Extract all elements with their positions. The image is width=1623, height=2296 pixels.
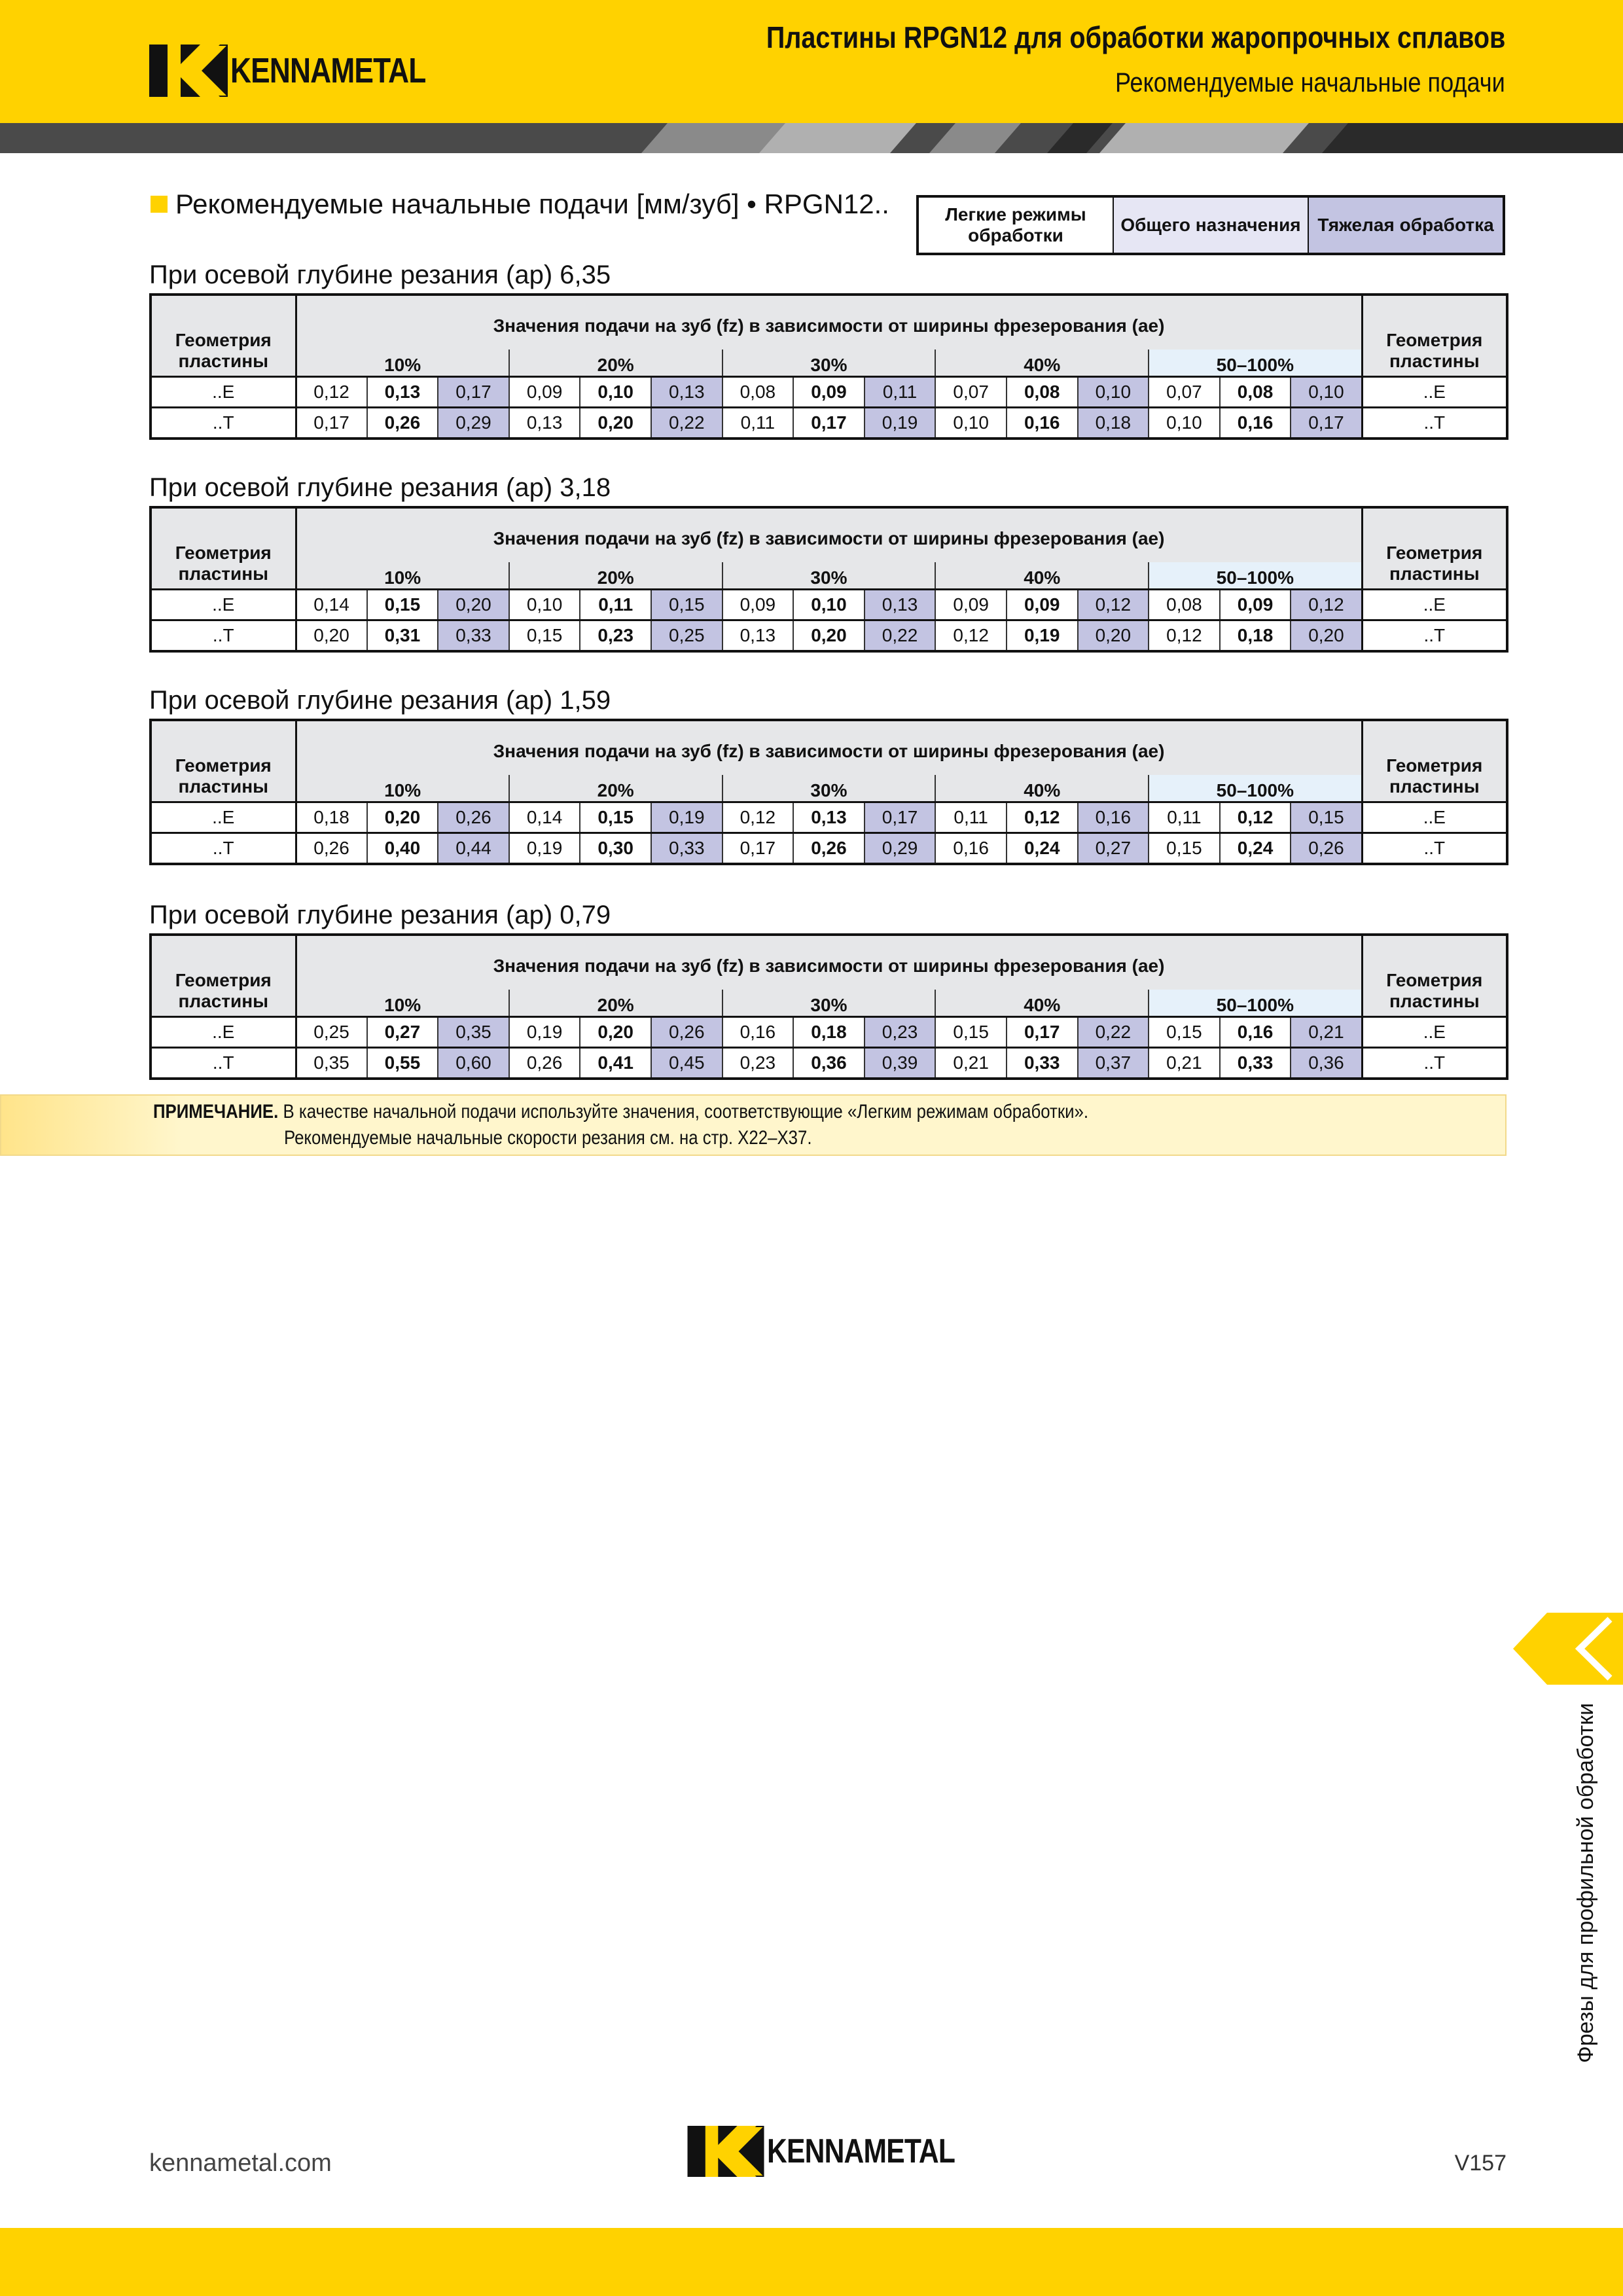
feed-general-cell: 0,30 [580, 833, 651, 865]
feed-general-cell: 0,08 [1007, 377, 1078, 408]
table-row [151, 1048, 1507, 1079]
geometry-cell: ..T [151, 1048, 296, 1079]
feed-general-cell: 0,09 [793, 377, 865, 408]
feed-general-cell: 0,17 [793, 408, 865, 439]
geometry-cell: ..T [151, 620, 296, 652]
feed-heavy-cell: 0,36 [1291, 1048, 1362, 1079]
geometry-cell: ..T [1362, 408, 1507, 439]
feed-light-cell: 0,17 [296, 408, 367, 439]
geometry-header-right: Геометрия пластины [1362, 720, 1507, 802]
feed-heavy-cell: 0,13 [651, 377, 722, 408]
feed-heavy-cell: 0,39 [865, 1048, 936, 1079]
geometry-cell: ..E [151, 802, 296, 833]
feed-light-cell: 0,23 [722, 1048, 794, 1079]
feed-general-cell: 0,40 [367, 833, 438, 865]
feed-light-cell: 0,15 [1149, 833, 1220, 865]
feed-light-cell: 0,12 [722, 802, 794, 833]
feed-heavy-cell: 0,15 [651, 590, 722, 620]
page-title: Пластины RPGN12 для обработки жаропрочных сплавов [766, 20, 1505, 54]
table-row [151, 408, 1507, 439]
feed-heavy-cell: 0,19 [651, 802, 722, 833]
geometry-header-right: Геометрия пластины [1362, 507, 1507, 590]
footer-logo [687, 2126, 996, 2177]
width-header: 40% [935, 562, 1149, 590]
feed-general-cell: 0,09 [1220, 590, 1291, 620]
width-header: 40% [935, 775, 1149, 802]
feed-general-cell: 0,10 [580, 377, 651, 408]
feed-heavy-cell: 0,44 [438, 833, 509, 865]
note-line-2: Рекомендуемые начальные скорости резания см. на стр. X22–X37. [284, 1127, 812, 1149]
feed-general-cell: 0,09 [1007, 590, 1078, 620]
geometry-header-right: Геометрия пластины [1362, 935, 1507, 1017]
feed-heavy-cell: 0,25 [651, 620, 722, 652]
table-title: При осевой глубине резания (ap) 0,79 [149, 901, 611, 929]
square-bullet-icon [151, 196, 168, 213]
feed-heavy-cell: 0,18 [1078, 408, 1149, 439]
geometry-header-right: Геометрия пластины [1362, 295, 1507, 377]
feed-general-cell: 0,10 [793, 590, 865, 620]
feed-table [149, 719, 1508, 865]
geometry-header-left: Геометрия пластины [151, 935, 296, 1017]
feed-table-block [149, 897, 1507, 1080]
feed-heavy-cell: 0,33 [651, 833, 722, 865]
feed-general-cell: 0,27 [367, 1017, 438, 1048]
header-brand: KENNAMETAL [230, 51, 426, 90]
table-row [151, 620, 1507, 652]
note-label: ПРИМЕЧАНИЕ. [153, 1101, 279, 1122]
feed-heavy-cell: 0,20 [1291, 620, 1362, 652]
feed-heavy-cell: 0,22 [865, 620, 936, 652]
feed-light-cell: 0,15 [509, 620, 580, 652]
feed-caption: Значения подачи на зуб (fz) в зависимости от ширины фрезерования (ae) [296, 720, 1362, 775]
width-header: 10% [296, 775, 509, 802]
table-row [151, 802, 1507, 833]
legend-general: Общего назначения [1113, 198, 1308, 253]
feed-heavy-cell: 0,22 [651, 408, 722, 439]
geometry-cell: ..E [151, 377, 296, 408]
feed-heavy-cell: 0,16 [1078, 802, 1149, 833]
feed-general-cell: 0,24 [1220, 833, 1291, 865]
feed-heavy-cell: 0,20 [1078, 620, 1149, 652]
geometry-cell: ..T [1362, 833, 1507, 865]
feed-general-cell: 0,33 [1007, 1048, 1078, 1079]
geometry-cell: ..T [151, 408, 296, 439]
table-row [151, 590, 1507, 620]
feed-heavy-cell: 0,10 [1078, 377, 1149, 408]
feed-general-cell: 0,20 [580, 408, 651, 439]
feed-general-cell: 0,33 [1220, 1048, 1291, 1079]
geometry-cell: ..E [1362, 802, 1507, 833]
feed-light-cell: 0,11 [1149, 802, 1220, 833]
feed-light-cell: 0,19 [509, 1017, 580, 1048]
table-title: При осевой глубине резания (ap) 1,59 [149, 686, 611, 715]
feed-general-cell: 0,16 [1220, 408, 1291, 439]
feed-light-cell: 0,13 [509, 408, 580, 439]
feed-caption: Значения подачи на зуб (fz) в зависимости от ширины фрезерования (ae) [296, 295, 1362, 350]
width-header: 10% [296, 562, 509, 590]
width-header: 30% [722, 990, 936, 1017]
feed-heavy-cell: 0,26 [651, 1017, 722, 1048]
width-header: 50–100% [1149, 350, 1362, 377]
feed-general-cell: 0,26 [367, 408, 438, 439]
note-text-1: В качестве начальной подачи используйте значения, соответствующие «Легким режимам обработки». [283, 1101, 1089, 1122]
feed-general-cell: 0,20 [367, 802, 438, 833]
feed-general-cell: 0,11 [580, 590, 651, 620]
geometry-header-left: Геометрия пластины [151, 507, 296, 590]
width-header: 10% [296, 990, 509, 1017]
feed-table-block [149, 257, 1507, 440]
feed-light-cell: 0,08 [722, 377, 794, 408]
feed-heavy-cell: 0,23 [865, 1017, 936, 1048]
geometry-cell: ..T [1362, 620, 1507, 652]
width-header: 50–100% [1149, 775, 1362, 802]
footer-url[interactable]: kennametal.com [149, 2149, 332, 2177]
feed-light-cell: 0,19 [509, 833, 580, 865]
geometry-cell: ..E [1362, 377, 1507, 408]
feed-general-cell: 0,15 [580, 802, 651, 833]
feed-light-cell: 0,10 [1149, 408, 1220, 439]
feed-general-cell: 0,13 [367, 377, 438, 408]
feed-light-cell: 0,13 [722, 620, 794, 652]
feed-light-cell: 0,16 [935, 833, 1007, 865]
feed-light-cell: 0,26 [509, 1048, 580, 1079]
feed-general-cell: 0,16 [1007, 408, 1078, 439]
feed-general-cell: 0,55 [367, 1048, 438, 1079]
kennametal-k-icon [687, 2126, 764, 2177]
feed-general-cell: 0,18 [1220, 620, 1291, 652]
geometry-cell: ..E [1362, 1017, 1507, 1048]
width-header: 40% [935, 350, 1149, 377]
feed-heavy-cell: 0,26 [438, 802, 509, 833]
feed-light-cell: 0,16 [722, 1017, 794, 1048]
feed-general-cell: 0,17 [1007, 1017, 1078, 1048]
feed-heavy-cell: 0,12 [1078, 590, 1149, 620]
feed-heavy-cell: 0,19 [865, 408, 936, 439]
feed-heavy-cell: 0,17 [865, 802, 936, 833]
feed-light-cell: 0,07 [935, 377, 1007, 408]
feed-light-cell: 0,11 [722, 408, 794, 439]
table-title: При осевой глубине резания (ap) 6,35 [149, 260, 611, 289]
feed-general-cell: 0,08 [1220, 377, 1291, 408]
feed-general-cell: 0,12 [1007, 802, 1078, 833]
feed-light-cell: 0,09 [509, 377, 580, 408]
geometry-cell: ..E [1362, 590, 1507, 620]
footer-bar [0, 2228, 1623, 2296]
feed-heavy-cell: 0,15 [1291, 802, 1362, 833]
feed-general-cell: 0,19 [1007, 620, 1078, 652]
feed-table [149, 933, 1508, 1080]
geometry-cell: ..E [151, 590, 296, 620]
width-header: 20% [509, 990, 722, 1017]
page-subtitle: Рекомендуемые начальные подачи [1115, 67, 1505, 98]
feed-heavy-cell: 0,13 [865, 590, 936, 620]
feed-general-cell: 0,23 [580, 620, 651, 652]
legend-heavy: Тяжелая обработка [1308, 198, 1503, 253]
feed-heavy-cell: 0,35 [438, 1017, 509, 1048]
feed-light-cell: 0,12 [296, 377, 367, 408]
feed-general-cell: 0,24 [1007, 833, 1078, 865]
width-header: 10% [296, 350, 509, 377]
feed-table-block [149, 469, 1507, 653]
table-row [151, 1017, 1507, 1048]
feed-heavy-cell: 0,17 [1291, 408, 1362, 439]
feed-light-cell: 0,12 [935, 620, 1007, 652]
feed-light-cell: 0,21 [1149, 1048, 1220, 1079]
feed-light-cell: 0,08 [1149, 590, 1220, 620]
header-logo [149, 45, 469, 97]
footer-brand: KENNAMETAL [767, 2132, 955, 2170]
geometry-header-left: Геометрия пластины [151, 720, 296, 802]
legend [916, 195, 1505, 255]
note-line-1 [153, 1101, 1088, 1123]
feed-light-cell: 0,10 [509, 590, 580, 620]
feed-caption: Значения подачи на зуб (fz) в зависимости от ширины фрезерования (ae) [296, 935, 1362, 990]
feed-light-cell: 0,17 [722, 833, 794, 865]
feed-light-cell: 0,18 [296, 802, 367, 833]
feed-heavy-cell: 0,22 [1078, 1017, 1149, 1048]
width-header: 20% [509, 350, 722, 377]
feed-light-cell: 0,09 [935, 590, 1007, 620]
feed-general-cell: 0,12 [1220, 802, 1291, 833]
width-header: 20% [509, 775, 722, 802]
feed-light-cell: 0,20 [296, 620, 367, 652]
table-title: При осевой глубине резания (ap) 3,18 [149, 473, 611, 502]
table-row [151, 833, 1507, 865]
width-header: 30% [722, 562, 936, 590]
section-title-text: Рекомендуемые начальные подачи [мм/зуб] • RPGN12.. [175, 188, 889, 219]
feed-heavy-cell: 0,26 [1291, 833, 1362, 865]
feed-heavy-cell: 0,10 [1291, 377, 1362, 408]
kennametal-k-icon [149, 45, 228, 97]
feed-table [149, 506, 1508, 653]
feed-light-cell: 0,14 [296, 590, 367, 620]
feed-caption: Значения подачи на зуб (fz) в зависимости от ширины фрезерования (ae) [296, 507, 1362, 562]
feed-light-cell: 0,10 [935, 408, 1007, 439]
side-tab-chevron-icon [1513, 1613, 1623, 1685]
geometry-cell: ..E [151, 1017, 296, 1048]
feed-light-cell: 0,11 [935, 802, 1007, 833]
feed-general-cell: 0,15 [367, 590, 438, 620]
feed-heavy-cell: 0,20 [438, 590, 509, 620]
feed-light-cell: 0,12 [1149, 620, 1220, 652]
feed-heavy-cell: 0,11 [865, 377, 936, 408]
feed-light-cell: 0,25 [296, 1017, 367, 1048]
note-box [0, 1094, 1507, 1156]
feed-general-cell: 0,20 [793, 620, 865, 652]
feed-heavy-cell: 0,37 [1078, 1048, 1149, 1079]
width-header: 30% [722, 350, 936, 377]
geometry-header-left: Геометрия пластины [151, 295, 296, 377]
feed-heavy-cell: 0,12 [1291, 590, 1362, 620]
feed-light-cell: 0,14 [509, 802, 580, 833]
feed-heavy-cell: 0,21 [1291, 1017, 1362, 1048]
feed-general-cell: 0,36 [793, 1048, 865, 1079]
feed-general-cell: 0,20 [580, 1017, 651, 1048]
header-stripe [0, 123, 1623, 153]
feed-general-cell: 0,31 [367, 620, 438, 652]
width-header: 40% [935, 990, 1149, 1017]
feed-heavy-cell: 0,60 [438, 1048, 509, 1079]
width-header: 50–100% [1149, 562, 1362, 590]
feed-table-block [149, 682, 1507, 865]
feed-general-cell: 0,26 [793, 833, 865, 865]
width-header: 20% [509, 562, 722, 590]
feed-general-cell: 0,18 [793, 1017, 865, 1048]
section-title [151, 188, 889, 220]
geometry-cell: ..T [1362, 1048, 1507, 1079]
feed-light-cell: 0,07 [1149, 377, 1220, 408]
feed-light-cell: 0,15 [1149, 1017, 1220, 1048]
width-header: 50–100% [1149, 990, 1362, 1017]
feed-general-cell: 0,41 [580, 1048, 651, 1079]
feed-light-cell: 0,15 [935, 1017, 1007, 1048]
geometry-cell: ..T [151, 833, 296, 865]
side-tab-label: Фрезы для профильной обработки [1573, 1702, 1598, 2063]
feed-light-cell: 0,26 [296, 833, 367, 865]
feed-light-cell: 0,21 [935, 1048, 1007, 1079]
feed-heavy-cell: 0,45 [651, 1048, 722, 1079]
feed-heavy-cell: 0,27 [1078, 833, 1149, 865]
feed-heavy-cell: 0,17 [438, 377, 509, 408]
feed-heavy-cell: 0,33 [438, 620, 509, 652]
feed-light-cell: 0,09 [722, 590, 794, 620]
width-header: 30% [722, 775, 936, 802]
page-number: V157 [1454, 2151, 1507, 2176]
table-row [151, 377, 1507, 408]
feed-heavy-cell: 0,29 [438, 408, 509, 439]
legend-light: Легкие режимы обработки [919, 198, 1113, 253]
feed-heavy-cell: 0,29 [865, 833, 936, 865]
feed-light-cell: 0,35 [296, 1048, 367, 1079]
feed-general-cell: 0,13 [793, 802, 865, 833]
feed-table [149, 293, 1508, 440]
feed-general-cell: 0,16 [1220, 1017, 1291, 1048]
